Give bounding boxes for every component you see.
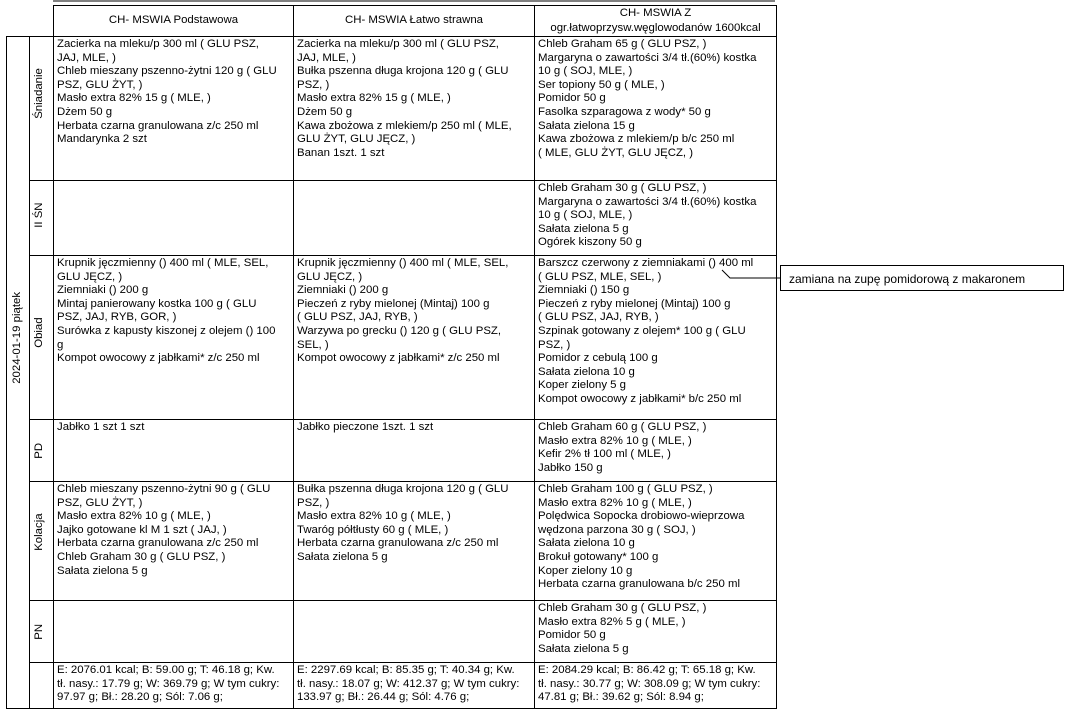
row-totals	[7, 663, 777, 709]
menu-line: PSZ, )	[297, 496, 330, 509]
menu-line: Kompot owocowy z jabłkami* z/c 250 ml	[297, 352, 500, 365]
menu-line: Chleb mieszany pszenno-żytni 120 g ( GLU	[57, 65, 277, 78]
row-kolacja	[7, 482, 777, 601]
menu-line: Zacierka na mleku/p 300 ml ( GLU PSZ,	[297, 38, 499, 50]
menu-line: Masło extra 82% 5 g ( MLE, )	[538, 615, 686, 628]
totals-podstawowa	[54, 663, 294, 709]
row-sniadanie	[7, 37, 777, 181]
menu-line: tł. nasy.: 30.77 g; W: 308.09 g; W tym cukry:	[538, 677, 761, 690]
menu-line: Masło extra 82% 10 g ( MLE, )	[57, 510, 211, 523]
menu-line: Masło extra 82% 15 g ( MLE, )	[57, 92, 211, 105]
menu-line: PSZ, GLU ŻYT, )	[57, 496, 143, 509]
menu-line: g	[57, 338, 64, 351]
menu-line: Chleb Graham 100 g ( GLU PSZ, )	[538, 483, 713, 495]
menu-line: Twaróg półtłusty 60 g ( MLE, )	[297, 523, 449, 536]
menu-line: Fasolka szparagowa z wody* 50 g	[538, 105, 711, 118]
menu-line: Jajko gotowane kl M 1 szt ( JAJ, )	[57, 523, 227, 536]
menu-line: Zacierka na mleku/p 300 ml ( GLU PSZ,	[57, 38, 259, 50]
menu-line: Banan 1szt. 1 szt	[297, 146, 385, 159]
cell-sniadanie-podstawowa	[54, 37, 294, 181]
menu-line: Jabłko 1 szt 1 szt	[57, 421, 145, 433]
menu-line: 133.97 g; Bł.: 26.44 g; Sól: 4.76 g;	[297, 691, 470, 704]
menu-line: Mintaj panierowany kostka 100 g ( GLU	[57, 297, 257, 310]
menu-line: Kompot owocowy z jabłkami* b/c 250 ml	[538, 392, 742, 405]
date-cell: 2024-01-19 piątek	[7, 37, 30, 709]
cell-pd-latwo	[294, 420, 535, 482]
menu-line: Sałata zielona 10 g	[538, 537, 635, 550]
menu-line: Sałata zielona 5 g	[538, 222, 629, 235]
menu-line: Sałata zielona 15 g	[538, 119, 635, 132]
menu-line: E: 2084.29 kcal; B: 86.42 g; T: 65.18 g; Kw.	[538, 664, 756, 676]
menu-line: 97.97 g; Bł.: 28.20 g; Sól: 7.06 g;	[57, 691, 223, 704]
menu-line: Bułka pszenna długa krojona 120 g ( GLU	[297, 483, 509, 495]
menu-line: JAJ, MLE, )	[57, 51, 116, 64]
comment-box[interactable]: zamiana na zupę pomidorową z makaronem	[780, 265, 1064, 291]
menu-line: Kawa zbożowa z mlekiem/p 250 ml ( MLE,	[297, 119, 512, 132]
cell-kolacja-podstawowa	[54, 482, 294, 601]
menu-line: PSZ, )	[538, 338, 571, 351]
menu-line: Ziemniaki () 200 g	[57, 284, 149, 297]
row-ii-sn	[7, 181, 777, 256]
menu-line: Krupnik jęczmienny () 400 ml ( MLE, SEL,	[297, 257, 509, 269]
row-pd	[7, 420, 777, 482]
cell-kolacja-latwo	[294, 482, 535, 601]
header-podstawowa: CH- MSWIA Podstawowa	[54, 6, 294, 37]
menu-line: GLU JĘCZ, )	[297, 270, 363, 283]
menu-line: E: 2297.69 kcal; B: 85.35 g; T: 40.34 g; Kw.	[297, 664, 515, 676]
menu-line: Kawa zbożowa z mlekiem/p b/c 250 ml	[538, 133, 735, 146]
menu-line: Krupnik jęczmienny () 400 ml ( MLE, SEL,	[57, 257, 269, 269]
totals-latwo	[294, 663, 535, 709]
menu-line: PSZ, )	[297, 78, 330, 91]
menu-line: Kompot owocowy z jabłkami* z/c 250 ml	[57, 352, 260, 365]
menu-line: E: 2076.01 kcal; B: 59.00 g; T: 46.18 g; Kw.	[57, 664, 275, 676]
header-latwo-strawna: CH- MSWIA Łatwo strawna	[294, 6, 535, 37]
meal-label: PN	[30, 601, 54, 663]
meal-label: Śniadanie	[30, 37, 54, 181]
menu-line: Pomidor z cebulą 100 g	[538, 352, 658, 365]
menu-line: PSZ, GLU ŻYT, )	[57, 78, 143, 91]
menu-line: Masło extra 82% 15 g ( MLE, )	[297, 92, 451, 105]
menu-line: Koper zielony 10 g	[538, 564, 633, 577]
menu-line: Dżem 50 g	[297, 105, 353, 118]
row-obiad	[7, 256, 777, 420]
menu-line: Pieczeń z ryby mielonej (Mintaj) 100 g	[297, 297, 490, 310]
menu-line: SEL, )	[297, 338, 329, 351]
menu-line: Koper zielony 5 g	[538, 379, 627, 392]
cell-ii-sn-podstawowa	[54, 181, 294, 256]
menu-line: Ziemniaki () 200 g	[297, 284, 389, 297]
menu-line: Barszcz czerwony z ziemniakami () 400 ml	[538, 257, 754, 269]
meal-label: II ŚN	[30, 181, 54, 256]
menu-line: Masło extra 82% 10 g ( MLE, )	[297, 510, 451, 523]
menu-line: PSZ, JAJ, RYB, GOR, )	[57, 311, 177, 324]
menu-line: Herbata czarna granulowana b/c 250 ml	[538, 578, 740, 591]
cell-ii-sn-z	[535, 181, 777, 256]
cell-pd-z	[535, 420, 777, 482]
cell-pn-podstawowa	[54, 601, 294, 663]
menu-line: Surówka z kapusty kiszonej z olejem () 100	[57, 324, 276, 337]
menu-line: Ser topiony 50 g ( MLE, )	[538, 78, 665, 91]
menu-line: Herbata czarna granulowana z/c 250 ml	[57, 537, 259, 550]
menu-line: Sałata zielona 5 g	[297, 550, 388, 563]
menu-line: 10 g ( SOJ, MLE, )	[538, 209, 633, 222]
menu-line: Polędwica Sopocka drobiowo-wieprzowa	[538, 510, 745, 523]
cell-pd-podstawowa	[54, 420, 294, 482]
menu-line: Chleb Graham 65 g ( GLU PSZ, )	[538, 38, 707, 50]
menu-line: Jabłko pieczone 1szt. 1 szt	[297, 421, 434, 433]
cell-obiad-podstawowa	[54, 256, 294, 420]
meal-label: Obiad	[30, 256, 54, 420]
menu-line: Pomidor 50 g	[538, 92, 606, 105]
menu-line: Ziemniaki () 150 g	[538, 284, 630, 297]
menu-line: Brokuł gotowany* 100 g	[538, 550, 659, 563]
menu-line: tł. nasy.: 18.07 g; W: 412.37 g; W tym cukry:	[297, 677, 520, 690]
menu-line: Masło extra 82% 10 g ( MLE, )	[538, 496, 692, 509]
menu-line: GLU ŻYT, GLU JĘCZ, )	[297, 133, 416, 146]
menu-line: tł. nasy.: 17.79 g; W: 369.79 g; W tym cukry:	[57, 677, 280, 690]
menu-line: Chleb Graham 30 g ( GLU PSZ, )	[538, 602, 707, 614]
menu-line: Pomidor 50 g	[538, 629, 606, 642]
meal-label: Kolacja	[30, 482, 54, 601]
menu-line: wędzona parzona 30 g ( SOJ, )	[538, 523, 696, 536]
menu-line: ( MLE, GLU ŻYT, GLU JĘCZ, )	[538, 146, 694, 159]
menu-line: Sałata zielona 5 g	[57, 564, 148, 577]
menu-line: Herbata czarna granulowana z/c 250 ml	[57, 119, 259, 132]
cell-obiad-latwo	[294, 256, 535, 420]
menu-line: Chleb mieszany pszenno-żytni 90 g ( GLU	[57, 483, 271, 495]
cell-sniadanie-z	[535, 37, 777, 181]
menu-line: ( GLU PSZ, JAJ, RYB, )	[538, 311, 659, 324]
totals-label-cell	[30, 663, 54, 709]
cell-pn-z	[535, 601, 777, 663]
menu-line: Sałata zielona 10 g	[538, 365, 635, 378]
menu-line: Chleb Graham 60 g ( GLU PSZ, )	[538, 421, 707, 433]
header-z: CH- MSWIA Z ogr.łatwoprzysw.węglowodanów 1600kcal	[535, 6, 777, 37]
menu-line: ( GLU PSZ, MLE, SEL, )	[538, 270, 662, 283]
menu-line: Margaryna o zawartości 3/4 tł.(60%) kostka	[538, 51, 757, 64]
menu-line: Herbata czarna granulowana z/c 250 ml	[297, 537, 499, 550]
meal-label: PD	[30, 420, 54, 482]
menu-line: Margaryna o zawartości 3/4 tł.(60%) kostka	[538, 195, 757, 208]
diet-menu-table	[6, 5, 777, 709]
header-row	[7, 6, 777, 37]
menu-line: Chleb Graham 30 g ( GLU PSZ, )	[57, 550, 226, 563]
menu-line: JAJ, MLE, )	[297, 51, 356, 64]
menu-line: 47.81 g; Bł.: 39.62 g; Sól: 8.94 g;	[538, 691, 704, 704]
totals-z	[535, 663, 777, 709]
menu-line: Jabłko 150 g	[538, 461, 603, 474]
menu-line: Dżem 50 g	[57, 105, 113, 118]
menu-line: Warzywa po grecku () 120 g ( GLU PSZ,	[297, 324, 502, 337]
menu-line: Sałata zielona 5 g	[538, 642, 629, 655]
menu-line: Mandarynka 2 szt	[57, 133, 147, 146]
menu-line: ( GLU PSZ, JAJ, RYB, )	[297, 311, 418, 324]
top-border-fragment	[53, 0, 775, 4]
menu-line: Pieczeń z ryby mielonej (Mintaj) 100 g	[538, 297, 731, 310]
menu-line: Szpinak gotowany z olejem* 100 g ( GLU	[538, 324, 746, 337]
cell-pn-latwo	[294, 601, 535, 663]
cell-kolacja-z	[535, 482, 777, 601]
row-pn	[7, 601, 777, 663]
menu-line: Masło extra 82% 10 g ( MLE, )	[538, 434, 692, 447]
menu-line: Kefir 2% tł 100 ml ( MLE, )	[538, 448, 671, 461]
cell-ii-sn-latwo	[294, 181, 535, 256]
comment-connector	[720, 264, 784, 284]
menu-line: Ogórek kiszony 50 g	[538, 236, 642, 249]
menu-line: Bułka pszenna długa krojona 120 g ( GLU	[297, 65, 509, 78]
menu-line: 10 g ( SOJ, MLE, )	[538, 65, 633, 78]
menu-line: GLU JĘCZ, )	[57, 270, 123, 283]
cell-sniadanie-latwo	[294, 37, 535, 181]
menu-line: Chleb Graham 30 g ( GLU PSZ, )	[538, 182, 707, 194]
